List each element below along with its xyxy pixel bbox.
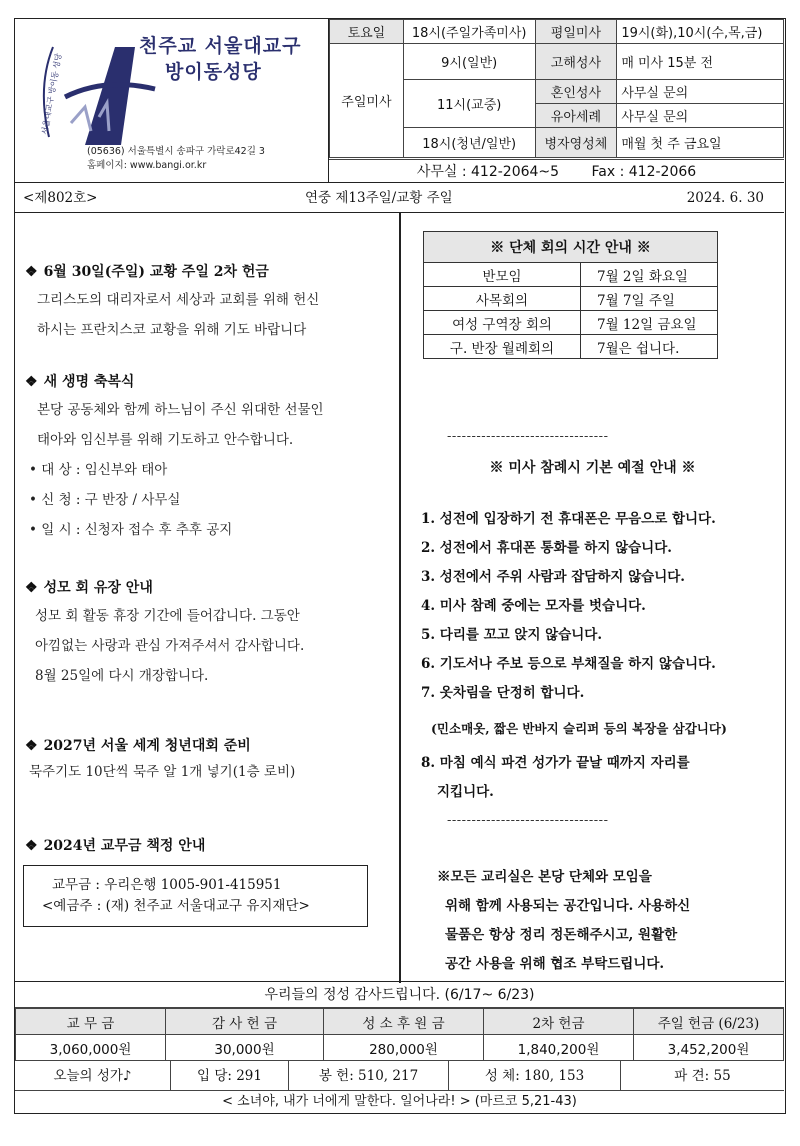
section-3-title-text: 성모 회 유장 안내 [43, 580, 153, 596]
meeting-table-title: ※ 단체 회의 시간 안내 ※ [424, 232, 718, 263]
hymn-row [15, 1061, 784, 1091]
dashed-divider: --------------------------------- [447, 813, 609, 828]
issue-number: <제802호> [23, 190, 98, 206]
logo-ring-text: 서울대교구 방이동 성당 [40, 52, 64, 136]
section-4-body: 묵주기도 10단씩 묵주 알 1개 넣기(1층 로비) [29, 764, 296, 780]
meeting-name: 구. 반장 월례회의 [424, 335, 581, 359]
parish-address [87, 145, 265, 173]
meeting-name: 반모임 [424, 263, 581, 287]
hymn-offertory: 봉 헌: 510, 217 [289, 1061, 449, 1090]
office-fax: Fax : 412-2066 [591, 164, 697, 180]
offering-header: 성 소 후 원 금 [324, 1009, 484, 1035]
diamond-bullet-icon: ❖ [25, 580, 38, 596]
meeting-name: 여성 구역장 회의 [424, 311, 581, 335]
offering-value: 3,452,200원 [634, 1035, 784, 1061]
section-3-line: 성모 회 활동 휴장 기간에 들어갑니다. 그동안 [35, 608, 300, 624]
infant-label: 유아세례 [535, 104, 617, 128]
account-line-2: <예금주 : (재) 천주교 서울대교구 유지재단> [42, 898, 310, 914]
offering-header: 감 사 헌 금 [166, 1009, 324, 1035]
rule-item: 4. 미사 참례 중에는 모자를 벗습니다. [421, 598, 646, 614]
rule-item: 2. 성전에서 휴대폰 통화를 하지 않습니다. [421, 540, 672, 556]
section-3-title [25, 577, 153, 597]
offering-value: 3,060,000원 [16, 1035, 166, 1061]
offering-header: 2차 헌금 [484, 1009, 634, 1035]
parish-name-line2: 방이동성당 [165, 61, 262, 83]
sat-time: 18시(주일가족미사) [403, 20, 535, 44]
rule-item: 1. 성전에 입장하기 전 휴대폰은 무음으로 합니다. [421, 511, 716, 527]
sat-label: 토요일 [330, 20, 404, 44]
address-line: (05636) 서울특별시 송파구 가락로42길 3 [87, 146, 265, 157]
rule-item: 7. 옷차림을 단정히 합니다. [421, 685, 585, 701]
meeting-when: 7월 12일 금요일 [581, 311, 718, 335]
etiquette-title: ※ 미사 참례시 기본 예절 안내 ※ [489, 460, 696, 476]
dashed-divider: --------------------------------- [447, 429, 609, 444]
rule-7-note: (민소매옷, 짧은 반바지 슬리퍼 등의 복장을 삼갑니다) [431, 721, 727, 736]
office-phone: 사무실 : 412-2064~5 [416, 164, 560, 180]
rule-item: 3. 성전에서 주위 사람과 잡담하지 않습니다. [421, 569, 685, 585]
liturgical-sunday: 연중 제13주일/교황 주일 [305, 190, 453, 206]
classroom-notice [437, 863, 782, 979]
offering-value: 1,840,200원 [484, 1035, 634, 1061]
bullet-text: 대 상 : 임신부와 태아 [41, 462, 168, 478]
rule-item: 6. 기도서나 주보 등으로 부채질을 하지 않습니다. [421, 656, 716, 672]
weekday-time: 19시(화),10시(수,목,금) [617, 20, 784, 44]
header [15, 19, 784, 183]
section-3-line: 아낌없는 사랑과 관심 가져주셔서 감사합니다. [35, 638, 305, 654]
parish-name-line1: 천주교 서울대교구 [139, 35, 302, 57]
section-4-title [25, 735, 251, 755]
sunday-time-1: 9시(일반) [403, 44, 535, 80]
meeting-name: 사목회의 [424, 287, 581, 311]
parish-name [139, 33, 301, 85]
section-2-body [37, 395, 324, 455]
section-2-title [25, 371, 134, 391]
section-1-body [37, 285, 319, 345]
sunday-label: 주일미사 [330, 44, 404, 158]
section-2-line: 태아와 임신부를 위해 기도하고 안수합니다. [37, 432, 294, 448]
diamond-bullet-icon: ❖ [25, 838, 38, 854]
offering-value: 280,000원 [324, 1035, 484, 1061]
meeting-when: 7월 7일 주일 [581, 287, 718, 311]
hymn-label: 오늘의 성가♪ [15, 1061, 171, 1090]
diamond-bullet-icon: ❖ [25, 374, 38, 390]
section-1-title-text: 6월 30일(주일) 교황 주일 2차 헌금 [43, 264, 269, 280]
homepage-line: 홈페이지: www.bangi.or.kr [87, 160, 207, 171]
account-line-1: 교무금 : 우리은행 1005-901-415951 [52, 877, 282, 893]
gospel-verse: < 소녀야, 내가 너에게 말한다. 일어나라! > (마르코 5,21-43) [222, 1094, 577, 1109]
sick-value: 매월 첫 주 금요일 [617, 128, 784, 158]
section-3-line: 8월 25일에 다시 개장합니다. [35, 668, 209, 684]
meeting-when: 7월은 쉽니다. [581, 335, 718, 359]
table-row [424, 287, 718, 311]
meeting-table [423, 231, 718, 359]
offering-section [15, 981, 784, 1113]
diamond-bullet-icon: ❖ [25, 264, 38, 280]
confession-value: 매 미사 15분 전 [617, 44, 784, 80]
bullet-item: • 대 상 : 임신부와 태아 [29, 462, 168, 478]
bullet-text: 일 시 : 신청자 접수 후 추후 공지 [41, 522, 233, 538]
infant-value: 사무실 문의 [617, 104, 784, 128]
hymn-entrance: 입 당: 291 [171, 1061, 289, 1090]
account-box [23, 865, 368, 927]
marriage-label: 혼인성사 [535, 80, 617, 104]
bullet-item: • 신 청 : 구 반장 / 사무실 [29, 492, 181, 508]
section-2-title-text: 새 생명 축복식 [43, 374, 135, 390]
issue-date: 2024. 6. 30 [686, 190, 764, 206]
rule-8-line-2: 지킵니다. [437, 784, 494, 800]
thanks-title: 우리들의 정성 감사드립니다. (6/17~ 6/23) [15, 982, 784, 1008]
offering-header: 주일 헌금 (6/23) [634, 1009, 784, 1035]
table-row [424, 311, 718, 335]
bullet-item: • 일 시 : 신청자 접수 후 추후 공지 [29, 522, 233, 538]
notice-line: 물품은 항상 정리 정돈해주시고, 원활한 [445, 927, 678, 943]
table-row [16, 1035, 784, 1061]
section-3-body [35, 601, 304, 691]
table-row [16, 1009, 784, 1035]
rule-item: 5. 다리를 꼬고 앉지 않습니다. [421, 627, 603, 643]
sunday-time-2: 11시(교중) [403, 80, 535, 128]
sunday-time-3: 18시(청년/일반) [403, 128, 535, 158]
marriage-value: 사무실 문의 [617, 80, 784, 104]
table-row [424, 335, 718, 359]
offering-value: 30,000원 [166, 1035, 324, 1061]
sick-label: 병자영성체 [535, 128, 617, 158]
hymn-communion: 성 체: 180, 153 [449, 1061, 621, 1090]
parish-logo-box [15, 19, 329, 183]
offering-table [15, 1008, 784, 1061]
rule-8-line-1: 8. 마침 예식 파견 성가가 끝날 때까지 자리를 [421, 755, 690, 771]
section-5-title-text: 2024년 교무금 책정 안내 [43, 838, 206, 854]
meeting-when: 7월 2일 화요일 [581, 263, 718, 287]
section-1-line: 그리스도의 대리자로서 세상과 교회를 위해 헌신 [37, 292, 320, 308]
bulletin-frame [14, 18, 786, 1114]
mass-schedule-table [329, 19, 784, 158]
notice-line: 위해 함께 사용되는 공간입니다. 사용하신 [445, 898, 691, 914]
offering-header: 교 무 금 [16, 1009, 166, 1035]
section-2-line: 본당 공동체와 함께 하느님이 주신 위대한 선물인 [37, 402, 324, 418]
issue-bar [15, 183, 784, 213]
section-4-title-text: 2027년 서울 세계 청년대회 준비 [43, 738, 251, 754]
column-divider [399, 213, 401, 983]
etiquette-rules [421, 505, 716, 708]
office-contact [329, 159, 784, 183]
confession-label: 고해성사 [535, 44, 617, 80]
section-2-bullets [29, 455, 232, 545]
bullet-text: 신 청 : 구 반장 / 사무실 [41, 492, 181, 508]
weekday-label: 평일미사 [535, 20, 617, 44]
section-1-line: 하시는 프란치스코 교황을 위해 기도 바랍니다 [37, 322, 307, 338]
notice-line: 공간 사용을 위해 협조 부탁드립니다. [445, 956, 665, 972]
table-row [424, 263, 718, 287]
section-5-title [25, 835, 205, 855]
section-1-title [25, 261, 269, 281]
notice-line: ※모든 교리실은 본당 단체와 모임을 [437, 869, 652, 885]
diamond-bullet-icon: ❖ [25, 738, 38, 754]
hymn-dismissal: 파 견: 55 [674, 1068, 731, 1084]
rule-8 [421, 749, 690, 807]
